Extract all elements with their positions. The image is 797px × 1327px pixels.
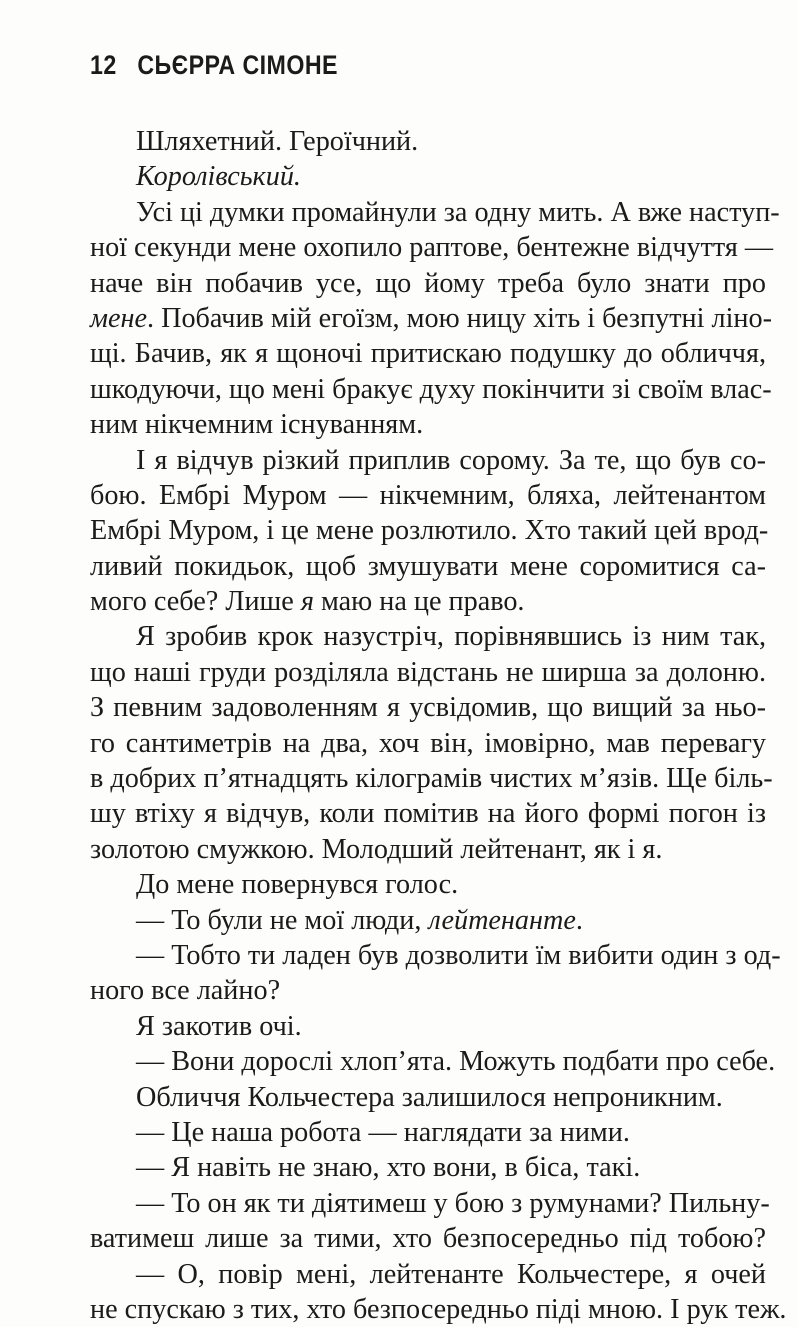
text-line [90, 443, 766, 478]
text-line [90, 796, 766, 831]
text-segment: золотою смужкою. Молодший лейтенант, як і я. [90, 833, 663, 865]
text-segment: Обличчя Кольчестера залишилося непроникним. [136, 1081, 723, 1113]
text-segment: щі. Бачив, як я щоночі притискаю подушку до обличчя, [90, 338, 766, 370]
text-line [90, 372, 772, 407]
text-line [90, 301, 772, 336]
text-line [90, 230, 774, 265]
text-line [90, 938, 781, 973]
text-line [90, 619, 766, 654]
text-line [90, 903, 766, 938]
text-line [90, 124, 766, 159]
text-segment: маю на це право. [313, 586, 525, 618]
text-segment: в добрих п’ятнадцять кілограмів чистих м’язів. Ще біль- [90, 763, 773, 795]
text-segment: ної секунди мене охопило раптове, бентежне відчуття — [90, 232, 774, 264]
text-line [90, 407, 766, 442]
text-segment: шу втіху я відчув, коли помітив на його формі погон із [90, 798, 766, 830]
text-segment: І я відчув різкий приплив сорому. За те, що був со- [136, 444, 766, 476]
text-segment: — То були не мої люди, [136, 904, 429, 936]
italic-text: я [300, 586, 314, 618]
text-line [90, 549, 766, 584]
text-segment: З певним задоволенням я усвідомив, що вищий за ньо- [90, 692, 766, 724]
text-segment: ватимеш лише за тими, хто безпосередньо під тобою? [90, 1223, 766, 1255]
text-line [90, 336, 766, 371]
text-line [90, 159, 766, 194]
text-segment: — О, повір мені, лейтенанте Кольчестере, я очей [136, 1258, 766, 1290]
italic-text: Королівський. [136, 161, 301, 193]
text-segment: що наші груди розділяла відстань не ширша за долоню. [90, 656, 766, 688]
author-name: СЬЄРРА СІМОНЕ [137, 50, 338, 80]
text-segment: го сантиметрів на два, хоч він, імовірно, мав перевагу [90, 727, 766, 759]
text-segment: наче він побачив усе, що йому треба було знати про [90, 267, 766, 299]
text-segment: ного все лайно? [90, 975, 281, 1007]
text-segment: ливий покидьок, щоб змушувати мене соромитися са- [90, 550, 766, 582]
text-line [90, 1044, 776, 1079]
text-segment: Я закотив очі. [136, 1010, 302, 1042]
text-segment: Я зробив крок назустріч, порівнявшись із ним так, [136, 621, 766, 653]
text-segment: — То он як ти діятимеш у бою з румунами? Пильну- [136, 1187, 770, 1219]
text-segment: Усі ці думки промайнули за одну мить. А вже наступ- [136, 196, 780, 228]
text-segment: шкодуючи, що мені бракує духу покінчити зі своїм влас- [90, 373, 772, 405]
text-line [90, 1257, 766, 1292]
running-header [90, 50, 338, 81]
text-segment: До мене повернувся голос. [136, 869, 459, 901]
text-line [90, 513, 769, 548]
text-line [90, 1186, 770, 1221]
text-segment: мого себе? Лише [90, 586, 301, 618]
text-line [90, 1292, 787, 1327]
text-line [90, 266, 766, 301]
text-segment: — Я навіть не знаю, хто вони, в біса, такі. [136, 1152, 641, 1184]
text-line [90, 832, 766, 867]
italic-text: мене [90, 302, 147, 334]
text-segment: Ембрі Муром, і це мене розлютило. Хто такий цей врод- [90, 515, 769, 547]
text-segment: — Тобто ти ладен був дозволити їм вибити один з од- [136, 939, 781, 971]
text-line [90, 973, 766, 1008]
text-line [90, 1150, 766, 1185]
text-segment: . Побачив мій егоїзм, мою ницу хіть і безпутні ліно- [147, 302, 772, 334]
text-segment: не спускаю з тих, хто безпосередньо піді мною. І рук теж. [90, 1293, 787, 1325]
text-line [90, 726, 766, 761]
text-segment: . [575, 904, 583, 936]
text-line [90, 1221, 766, 1256]
text-line [90, 1115, 766, 1150]
text-segment: — Це наша робота — наглядати за ними. [136, 1116, 630, 1148]
text-line [90, 867, 766, 902]
text-segment: ним нікчемним існуванням. [90, 409, 424, 441]
text-line [90, 761, 773, 796]
text-segment: — Вони дорослі хлоп’ята. Можуть подбати про себе. [136, 1046, 776, 1078]
text-segment: Шляхетний. Героїчний. [136, 126, 419, 157]
italic-text: лейтенанте [428, 904, 576, 936]
page-number: 12 [90, 50, 117, 80]
text-line [90, 478, 766, 513]
text-line [90, 655, 766, 690]
text-line [90, 1009, 766, 1044]
text-line [90, 690, 766, 725]
text-line [90, 195, 780, 230]
text-line [90, 584, 766, 619]
text-line [90, 1080, 766, 1115]
text-segment: бою. Ембрі Муром — нікчемним, бляха, лейтенантом [90, 479, 766, 511]
body-text [90, 124, 787, 1327]
